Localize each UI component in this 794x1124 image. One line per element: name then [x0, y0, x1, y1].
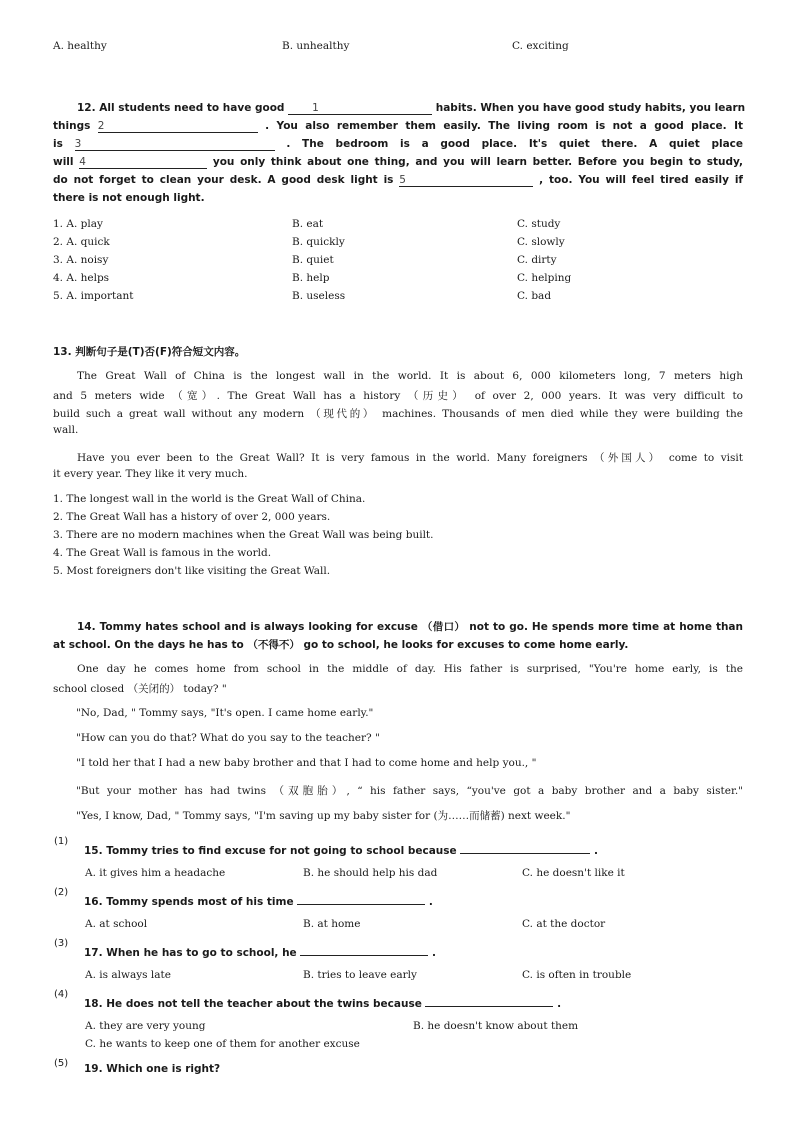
option-a[interactable]: A. is always late — [85, 969, 171, 981]
option-c: C. helping — [517, 272, 572, 284]
q12-line-1: 12. All students need to have good 1 habits. When you have good study habits, you learn — [77, 102, 746, 114]
q13-heading: 13. 判断句子是(T)否(F)符合短文内容。 — [53, 346, 246, 358]
statement-item: 3. There are no modern machines when the Great Wall was being built. — [53, 529, 434, 541]
q12-line-6: there is not enough light. — [53, 192, 205, 204]
statement-item: 4. The Great Wall is famous in the world. — [53, 547, 272, 559]
option-b[interactable]: B. he doesn't know about them — [413, 1020, 579, 1032]
question-number: (4) — [54, 989, 69, 1000]
q12-line-5: do not forget to clean your desk. A good desk light is 5 , too. You will feel tired easily if — [53, 174, 743, 186]
statement-item: 5. Most foreigners don't like visiting the Great Wall. — [53, 565, 331, 577]
answer-blank[interactable] — [300, 943, 428, 956]
answer-blank-4[interactable]: 4 — [79, 156, 207, 169]
q13-para1-line: The Great Wall of China is the longest wall in the world. It is about 6, 000 kilometers long, 7 meters high — [77, 370, 743, 382]
option-a: 4. A. helps — [53, 272, 110, 284]
question-stem: 19. Which one is right? — [84, 1063, 221, 1075]
answer-blank[interactable] — [460, 841, 590, 854]
option-c: C. slowly — [517, 236, 565, 248]
q12-line-2: things 2 . You also remember them easily. The living room is not a good place. It — [53, 120, 743, 132]
q14-intro-line: at school. On the days he has to （不得不） go to school, he looks for excuses to come home early. — [53, 639, 629, 651]
option-c: C. dirty — [517, 254, 557, 266]
question-stem: 16. Tommy spends most of his time . — [84, 892, 433, 908]
q13-para1-line: build such a great wall without any modern （现代的） machines. Thousands of men died while they were building the — [53, 408, 743, 420]
q13-para2-line: Have you ever been to the Great Wall? It is very famous in the world. Many foreigners （外国人） come to visit — [77, 452, 743, 464]
answer-blank-5[interactable]: 5 — [399, 174, 533, 187]
option-c: C. bad — [517, 290, 552, 302]
q14-intro-line: 14. Tommy hates school and is always looking for excuse （借口） not to go. He spends more time at home than — [77, 621, 743, 633]
option-a[interactable]: A. at school — [85, 918, 148, 930]
dialogue-line: "Yes, I know, Dad, " Tommy says, "I'm saving up my baby sister for (为……而储蓄) next week." — [76, 810, 571, 822]
option-a: A. healthy — [53, 40, 107, 52]
option-c[interactable]: C. he doesn't like it — [522, 867, 625, 879]
dialogue-line: "I told her that I had a new baby brother and that I had to come home and help you., " — [76, 757, 537, 769]
option-c: C. study — [517, 218, 561, 230]
option-b: B. help — [292, 272, 330, 284]
answer-blank[interactable] — [297, 892, 425, 905]
q12-line-4: will 4 you only think about one thing, and you will learn better. Before you begin to study, — [53, 156, 743, 168]
question-number: (1) — [54, 836, 69, 847]
question-stem: 15. Tommy tries to find excuse for not going to school because . — [84, 841, 598, 857]
option-b: B. unhealthy — [282, 40, 350, 52]
option-b[interactable]: B. he should help his dad — [303, 867, 438, 879]
q12-line-3: is 3 . The bedroom is a good place. It's quiet there. A quiet place — [53, 138, 743, 150]
option-a: 5. A. important — [53, 290, 134, 302]
option-b: B. quiet — [292, 254, 334, 266]
q13-para1-line: and 5 meters wide （宽）. The Great Wall has a history （历史） of over 2, 000 years. It was very difficult to — [53, 390, 743, 402]
option-b[interactable]: B. tries to leave early — [303, 969, 417, 981]
statement-item: 1. The longest wall in the world is the Great Wall of China. — [53, 493, 366, 505]
answer-blank-1[interactable]: 1 — [288, 102, 432, 115]
answer-blank[interactable] — [425, 994, 553, 1007]
q13-para2-line: it every year. They like it very much. — [53, 468, 248, 480]
answer-blank-2[interactable]: 2 — [98, 120, 258, 133]
option-c[interactable]: C. he wants to keep one of them for another excuse — [85, 1038, 360, 1050]
question-number: (3) — [54, 938, 69, 949]
dialogue-line: "No, Dad, " Tommy says, "It's open. I came home early." — [76, 707, 374, 719]
option-b[interactable]: B. at home — [303, 918, 361, 930]
option-c[interactable]: C. is often in trouble — [522, 969, 632, 981]
option-c[interactable]: C. at the doctor — [522, 918, 606, 930]
option-b: B. eat — [292, 218, 324, 230]
q13-para1-line: wall. — [53, 424, 79, 436]
option-a[interactable]: A. they are very young — [85, 1020, 206, 1032]
option-c: C. exciting — [512, 40, 569, 52]
option-b: B. useless — [292, 290, 346, 302]
question-stem: 18. He does not tell the teacher about the twins because . — [84, 994, 561, 1010]
answer-blank-3[interactable]: 3 — [75, 138, 275, 151]
option-a: 2. A. quick — [53, 236, 110, 248]
dialogue-line: "But your mother has had twins （双胞胎）, “ his father says, “you've got a baby brother and a baby sister." — [76, 785, 743, 797]
dialogue-line: "How can you do that? What do you say to the teacher? " — [76, 732, 380, 744]
option-b: B. quickly — [292, 236, 345, 248]
question-number: (5) — [54, 1058, 69, 1069]
option-a: 3. A. noisy — [53, 254, 109, 266]
question-number: (2) — [54, 887, 69, 898]
option-a: 1. A. play — [53, 218, 103, 230]
q14-para1-line: One day he comes home from school in the middle of day. His father is surprised, "You're home early, is the — [77, 663, 743, 675]
question-stem: 17. When he has to go to school, he . — [84, 943, 436, 959]
option-a[interactable]: A. it gives him a headache — [85, 867, 226, 879]
q14-para1-line: school closed （关闭的） today? " — [53, 683, 227, 695]
statement-item: 2. The Great Wall has a history of over 2, 000 years. — [53, 511, 331, 523]
